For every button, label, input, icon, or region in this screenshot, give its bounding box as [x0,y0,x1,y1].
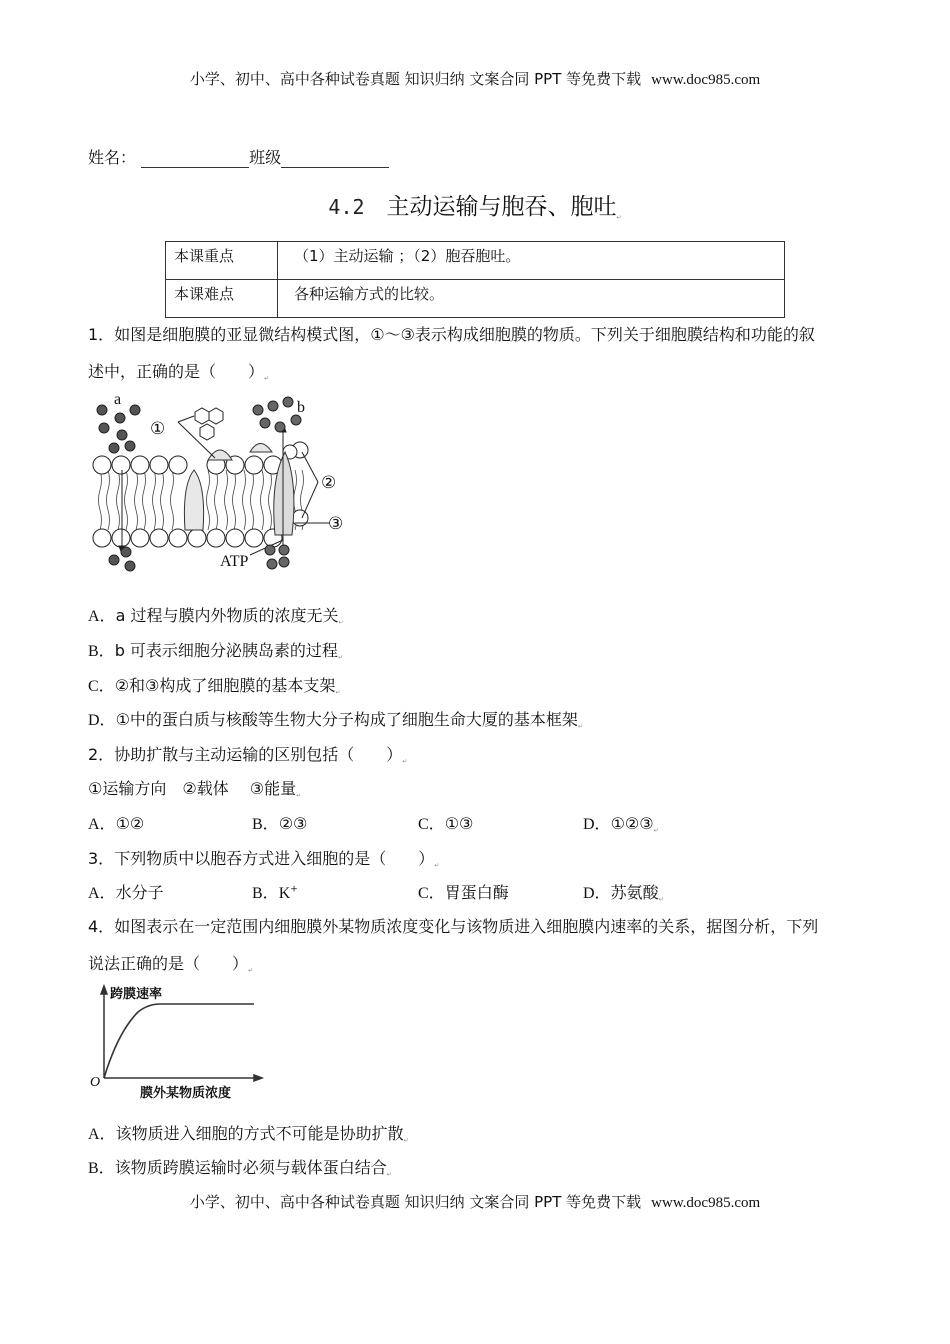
question-number: 4． [88,917,115,936]
question-4-stem-line1: 4．如图表示在一定范围内细胞膜外某物质浓度变化与该物质进入细胞膜内速率的关系，据图分析，下列 [88,917,819,936]
question-2-option-d[interactable]: D．①②③↵ [583,814,659,834]
table-row [166,242,785,280]
header-url[interactable]: www.doc985.com [651,72,761,88]
rate-concentration-graph [88,982,273,1107]
question-1-option-b[interactable]: B．b 可表示细胞分泌胰岛素的过程↵ [88,641,343,661]
page-title: 4.2 主动运输与胞吞、胞吐↵ [328,194,622,221]
name-blank[interactable] [141,151,249,168]
question-1-option-d[interactable]: D．①中的蛋白质与核酸等生物大分子构成了细胞生命大厦的基本框架↵ [88,710,583,730]
question-2-option-c[interactable]: C．①③ [418,814,474,833]
student-info-line [88,145,389,168]
question-1-option-c[interactable]: C．②和③构成了细胞膜的基本支架↵ [88,676,341,696]
difficulty-label: 本课难点 [166,280,278,318]
label-a: a [114,391,122,408]
question-2-stem: 2．协助扩散与主动运输的区别包括（ ）↵ [88,745,408,765]
question-4-option-b[interactable]: B．该物质跨膜运输时必须与载体蛋白结合↵ [88,1158,392,1178]
question-3-stem: 3．下列物质中以胞吞方式进入细胞的是（ ）↵ [88,849,440,869]
question-3-option-a[interactable]: A．水分子 [88,883,164,902]
question-3-option-d[interactable]: D．苏氨酸↵ [583,883,664,903]
origin-label: O [90,1075,101,1090]
question-1-stem-line1: 1．如图是细胞膜的亚显微结构模式图，①～③表示构成细胞膜的物质。下列关于细胞膜结构和功能的叙 [88,325,815,344]
key-value: （1）主动运输 ；（2）胞吞胞吐。 [278,242,785,280]
question-2-option-b[interactable]: B．②③ [252,814,308,833]
question-3-option-c[interactable]: C．胃蛋白酶 [418,883,509,902]
cell-membrane-diagram [90,390,360,580]
class-blank[interactable] [281,151,389,168]
question-2-option-a[interactable]: A．①② [88,814,145,833]
section-number: 4.2 [328,195,365,219]
label-atp: ATP [220,553,249,570]
y-axis-label: 跨膜速率 [110,987,163,1002]
label-2: ② [321,473,337,493]
header-text: 小学、初中、高中各种试卷真题 知识归纳 文案合同 PPT 等免费下载 [189,70,642,88]
class-label: 班级 [249,148,282,167]
question-3-option-b[interactable]: B．K+ [252,884,298,902]
name-label: 姓名： [88,148,137,167]
x-axis-label: 膜外某物质浓度 [140,1086,232,1101]
question-4-stem-line2: 说法正确的是（ ）↵ [88,954,254,974]
footer-text: 小学、初中、高中各种试卷真题 知识归纳 文案合同 PPT 等免费下载 [189,1193,642,1211]
key-label: 本课重点 [166,242,278,280]
section-title: 主动运输与胞吞、胞吐 [386,194,617,220]
difficulty-value: 各种运输方式的比较。 [278,280,785,318]
label-b: b [297,399,305,416]
question-4-option-a[interactable]: A．该物质进入细胞的方式不可能是协助扩散↵ [88,1124,409,1144]
question-number: 1． [88,325,115,344]
question-number: 2． [88,745,115,764]
question-number: 3． [88,849,115,868]
page-footer [0,1191,950,1212]
footer-url[interactable]: www.doc985.com [651,1195,761,1211]
label-3: ③ [328,514,344,534]
key-points-table [165,241,785,318]
page-header [0,68,950,89]
question-1-option-a[interactable]: A．a 过程与膜内外物质的浓度无关↵ [88,606,344,626]
table-row [166,280,785,318]
label-1: ① [150,419,166,439]
question-1-stem-line2: 述中，正确的是（ ）↵ [88,362,270,382]
question-2-items: ①运输方向 ②载体 ③能量↵ [88,779,302,799]
